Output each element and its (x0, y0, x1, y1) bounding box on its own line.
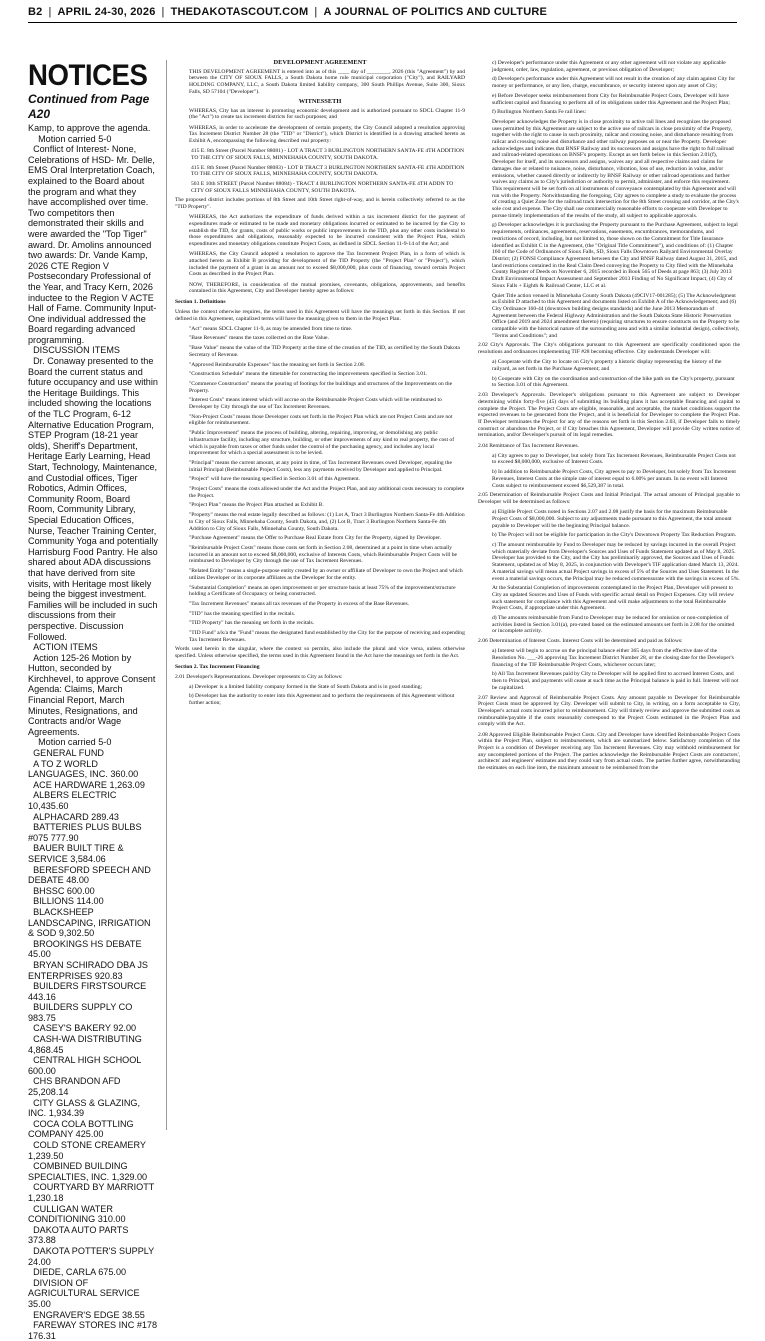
separator: | (314, 6, 318, 18)
section-2-05-c: c) The amount reimbursable by Fund to Developer may be reduced by savings incurred in the overall Project which materially deviate from Developer's Sources and Uses of Funds Statement updated as of May 8, 2025. Developer has provided to the City, and the City has preliminarily approved, the Sources and Uses of Funds Statement, updated as of May 8, 2025, in conjunction with Developer's TIF application dated March 13, 2024. A material savings will mean actual Project savings in excess of 5% of the Sources and Uses Statement. In the event a material savings occurs, the Principal may be reduced commensurate with the savings in excess of 5%. (492, 542, 740, 582)
section-2-02-a: a) Cooperate with the City to locate on City's property a historic display representing the history of the railyard, as set forth in the Purchase Agreement; and (492, 359, 722, 373)
section-2-01: 2.01 Developer's Representations. Developer represents to City as follows: (175, 673, 343, 680)
section-2-01-b: b) Developer has the authority to enter into this Agreement and to perform the requirements of this Agreement without further action; (189, 693, 455, 707)
notice-line: DIEDE, CARLA 675.00 (28, 1267, 127, 1278)
notice-line: CITY GLASS & GLAZING, INC. 1,934.39 (28, 1097, 143, 1119)
definition-item: "Project Plan" means the Project Plan attached as Exhibit B. (189, 502, 324, 509)
definitions-list (175, 326, 465, 644)
continued-line: Continued from Page A20 (28, 92, 150, 121)
whereas-4: WHEREAS, the City Council adopted a resolution to approve the Tax Increment Project Plan, in a form of which is attached hereto as Exhibit B providing for development of the TID Property (the "Project Plan" or "Project"), which included the payment of a grant in an amount not to exceed $8,000,000, plus costs of financing, toward certain Project Costs as described in the Project Plan. (189, 251, 465, 278)
notice-line: BERESFORD SPEECH AND DEBATE 48.00 (28, 864, 154, 886)
section-2-03: 2.03 Developer's Approvals. Developer's obligations pursuant to this Agreement are subject to Developer determining within forty-five (45) days of submitting its building plans it has acceptable financing and capital to complete the Project. The Project Costs are eligible, reasonable, and acceptable, the market conditions support the expected revenues to be generated from the Project, and it is beneficial for Developer to complete the Project Plan. If Developer terminates the Project for any of the reasons set forth in this Section 2.03, if Developer fails to timely construct or abandons the Project, or if City breaches this Agreement, Developer will provide City written notice of termination, and/or Developer's pursuit of its legal remedies. (478, 392, 740, 439)
definition-item: "Reimbursable Project Costs" means those costs set forth in Section 2.08, determined at a point in time when actually incurred in an amount not to exceed $8,000,000, exclusive of Interests Costs, which Reimbursable Project Costs will be reimbursed to Developer by City through the use of Tax Increment Revenues. (189, 544, 457, 565)
definition-item: "Related Entity" means a single-purpose entity created by an owner or affiliate of Developer to own the Project and which utilizes Developer or its corporate affiliates as the Developer for the entity. (189, 568, 463, 581)
notice-line: ALBERS ELECTRIC 10,435.60 (28, 790, 119, 811)
notice-line: CASH-WA DISTRIBUTING 4,868.45 (28, 1034, 145, 1055)
notice-line: DAKOTA AUTO PARTS 373.88 (28, 1224, 131, 1246)
notice-line: FAREWAY STORES INC #178 176.31 (28, 1320, 160, 1341)
notice-line: Action 125-26 Motion by Hutton, seconded by KirchheveI, to approve Consent Agenda: Claims, March Financial Report, March Minutes, Resignations, and Contracts and/or Wage Agreements. (28, 652, 158, 737)
definition-item: "Base Value" means the value of the TID Property at the time of the creation of the TID, as certified by the South Dakota Secretary of Revenue. (189, 345, 460, 358)
definition-item: "TID" has the meaning specified in the recitals. (189, 610, 296, 617)
notice-line: COMBINED BUILDING SPECIALTIES, INC. 1,329.00 (28, 1161, 148, 1182)
notice-line: BATTERIES PLUS BULBS #075 777.90 (28, 822, 145, 843)
notice-line: DIVISION OF AGRICULTURAL SERVICE 35.00 (28, 1277, 143, 1309)
notice-line: Kamp, to approve the agenda. (28, 123, 151, 133)
notice-line: ACTION ITEMS (28, 642, 98, 653)
parcel-3: 503 E 10th STREET (Parcel Number 88084) - TRACT 4 BURLINGTON NORTHERN SANTA-FE 4TH ADDN TO CITY OF SIOUX FALLS MINNEHAHA COUNTY, SOUTH DAKOTA. (191, 181, 454, 194)
notice-line: CHS BRANDON AFD 25,208.14 (28, 1076, 124, 1098)
notice-line: BUILDERS SUPPLY CO 983.75 (28, 1002, 135, 1023)
definition-item: "Principal" means the current amount, at any point in time, of Tax Increment Revenues owed Developer, equaling the initial Principal (Reimbursable Project Costs), less any payments received by Developer and applied to Principal. (189, 459, 452, 473)
clause-d: d) Developer's performance under this Agreement will not result in the creation of any claim against City for money or performance, or any lien, charge, encumbrance, or security interest upon any asset of City; (492, 76, 736, 90)
agreement-column-2 (478, 60, 740, 775)
notice-line: CENTRAL HIGH SCHOOL 600.00 (28, 1055, 144, 1076)
section-2-heading: Section 2. Tax Increment Financing (175, 663, 260, 670)
notice-line: ALPHACARD 289.43 (28, 811, 119, 822)
section-2-05: 2.05 Determination of Reimbursable Project Costs and Initial Principal. The actual amount of Principal payable to Developer will be determined as follows: (478, 492, 740, 505)
clause-g: g) Developer acknowledges it is purchasing the Property pursuant to the Purchase Agreement, subject to legal requirements, ordinances, agreements, reservations, easements, encumbrances, memorandums, and restrictions of record, including, but not limited to, those shown on the Commitment for Title Insurance identified as Exhibit C in the Agreement, (the "Original Title Commitment"), and conditions of: (1) Chapter 160 of the Code of Ordinances of Sioux Falls, SD, Sioux Falls Downtown Railyard Environmental Overlay District; (2) FONSI Compliance Agreement between the City and BNSF Railway dated August 31, 2015, and land restrictions contained in the Real Claim Deed conveying the Property to City filed with the Minnehaha County Register of Deeds on November 6, 2015 recorded in Book 565 of Deeds at page 863; (3) July 2013 Draft Environmental Impact Assessment and September 2013 Finding of No Significant Impact, (4) City of Sioux Falls + Eighth & Railroad Center, LLC et al. (492, 222, 738, 289)
agreement-title: DEVELOPMENT AGREEMENT (273, 59, 367, 66)
whereas-1: WHEREAS, City has an interest in promoting economic development and is authorized pursuant to SDCL Chapter 11-9 (the "Act") to create tax increment districts for such purposes; and (189, 107, 465, 121)
definition-item: "Commence Construction" means the pouring of footings for the buildings and structures of the Improvements on the Property. (189, 380, 453, 394)
notice-line: Motion carried 5-0 (28, 737, 112, 748)
issue-date: APRIL 24-30, 2026 (57, 6, 156, 18)
definition-item: "Approved Reimbursable Expenses" has the meaning set forth in Section 2.08. (189, 361, 366, 368)
agreement-intro: THIS DEVELOPMENT AGREEMENT is entered into as of this ____ day of ________, 2026 (this "Agreement") by and between the CITY OF SIOUX FALLS, a South Dakota home rule municipal corporation ("City"), and RAILYARD HOLDING COMPANY, LLC, a South Dakota limited liability company, 300 South Phillips Avenue, Suite 300, Sioux Falls, SD 57104 ("Developer"). (189, 68, 465, 95)
notice-line: BROOKINGS HS DEBATE 45.00 (28, 938, 145, 960)
definition-item: "Construction Schedule" means the timetable for constructing the improvements specified in Section 3.01. (189, 371, 428, 378)
definition-item: "Project" will have the meaning specified in Section 3.01 of this Agreement. (189, 476, 360, 483)
section-2-05-a: a) Eligible Project Costs noted in Sections 2.07 and 2.08 justify the basis for the maximum Reimbursable Project Costs of $8,000,000. Subject to any adjustments made pursuant to this Agreement, the total amount payable to Developer will be the beginning Principal balance. (492, 509, 732, 529)
notice-line: BUILDERS FIRSTSOURCE 443.16 (28, 981, 149, 1002)
page-number: B2 (28, 6, 43, 18)
section-2-07: 2.07 Review and Approval of Reimbursable Project Costs. Any amount payable to Developer for Reimbursable Project Costs must be approved by City. Developer will submit to City, in writing, on a form acceptable to City, Developer's actual costs incurred prior to reimbursement. City will timely review and approve the submitted costs as reimbursable/payable if the costs reasonably correspond to the Project Costs estimated in the Project Plan and comply with the Act. (478, 694, 740, 728)
section-2-06: 2.06 Determination of Interest Costs. Interest Costs will be determined and paid as follows: (478, 638, 683, 645)
definition-item: "Interest Costs" means interest which will accrue on the Reimbursable Project Costs which will be reimbursed to Developer by City through the use of Tax Increment Revenues. (189, 397, 442, 411)
definition-item: "Tax Increment Revenues" means all tax revenues of the Property in excess of the Base Revenues. (189, 600, 410, 607)
definition-item: "Property" means the real estate legally described as follows: (1) Lot A, Tract 3 Burlington Northern Santa-Fe 4th Addition to City of Sioux Falls, Minnehaha County, South Dakota, and, (2) Lot B, Tract 3 Burlington Northern Santa-Fe 4th Addition to City of Sioux Falls, Minnehaha County, South Dakota. (189, 512, 465, 532)
notice-line: BLACKSHEEP LANDSCAPING, IRRIGATION & SOD 9,302.50 (28, 906, 154, 939)
section-2-05-b: b) The Project will not be eligible for participation in the City's Downtown Property Tax Reduction Program. (492, 532, 737, 539)
section-2-04-a: a) City agrees to pay to Developer, but solely from Tax Increment Revenues, Reimbursable Project Costs not to exceed $8,000,000, exclusive of Interest Costs. (492, 452, 736, 466)
parcel-1: 415 E. 8th Street (Parcel Number 88081) - LOT A TRACT 3 BURLINGTON NORTHERN SANTA-FE 4TH ADDITION TO THE CITY OF SIOUX FALLS, MINNEHAHA COUNTY, SOUTH DAKOTA. (191, 148, 465, 161)
definition-item: "TID Property" has the meaning set forth in the recitals. (189, 620, 315, 627)
definition-item: "Act" means SDCL Chapter 11-9, as may be amended from time to time. (189, 325, 353, 332)
definition-item: "Purchase Agreement" means the Offer to Purchase Real Estate from City for the Property, signed by Developer. (189, 535, 442, 542)
clause-c: c) Developer's performance under this Agreement or any other agreement will not violate any applicable judgment, order, law, regulation, agreement, or previous obligation of Developer; (492, 60, 726, 73)
notice-line: A TO Z WORLD LANGUAGES, INC. 360.00 (28, 758, 139, 780)
clause-g-cont: Quiet Title action venued in Minnehaha County South Dakota (49CIV17-001285); (5) The Acknowledgment as Exhibit D attached to this Agreement and documents listed on Exhibit A of the Acknowledgement; and (6) City Ordinance 160-44 (downtown building designs standards) and the June 2013 Memorandum of Agreement between the Federal Highway Administration and the South Dakota State Historic Preservation Office (and 2019 and 2024 amendment thereto) (requiring structures to ensure constructs on the Property to be compatible with the historical nature of the surrounding area and with a similar industrial design), collectively, "Terms and Conditions"; and (492, 292, 740, 339)
notices-column (28, 59, 161, 1341)
notice-line: COLD STONE CREAMERY 1,239.50 (28, 1140, 149, 1161)
tagline: A JOURNAL OF POLITICS AND CULTURE (323, 6, 548, 18)
notice-line: Dr. Conaway presented to the Board the current status and future occupancy and use within the Heritage Buildings. This included showing the locations of the TLC Program, 6-12 Alternative Education Program, STEP Program (18-21 year olds), Sheriff's Department, Heritage Early Learning, Head Start, Technology, Maintenance, and Custodial offices, Tiger Robotics, Admin Offices, Community Room, Board Room, Community Library, Special Education Offices, Nurse, Teacher Training Center, Community Yoga and potentially Harrisburg Food Pantry. He also shared about ADA discussions that have derived from site visits, with Heritage most likely being the biggest investment. Families will be included in such discussions from their perspective. Discussion Followed. (28, 356, 161, 642)
agreement-column-1 (175, 60, 465, 710)
notice-line: BAUER BUILT TIRE & SERVICE 3,584.06 (28, 843, 127, 864)
notice-line: BRYAN SCHIRADO DBA JS ENTERPRISES 920.83 (28, 959, 151, 981)
section-2-02-b: b) Cooperate with City on the coordination and construction of the bike path on the City's property, pursuant to Section 3.01 of this Agreement. (492, 375, 735, 389)
definition-item: "TID Fund" a/k/a the "Fund" means the designated fund established by the City for the purpose of receiving and expending Tax Increment Revenues. (189, 630, 465, 643)
notice-line: Conflict of Interest- None, Celebrations of HSD- Mr. Delle, EMS Oral Interpretation Coach, explained to the Board about the program and what they have accomplished over time. Two competitors then demonstrated their skills and were awarded the "Top Tiger" award. Dr. Amolins announced two awards: Dr. Vande Kamp, 2026 CTE Region V Postsecondary Professional of the Year, and Tracy Kern, 2026 inductee to the Region V ACTE Hall of Fame. Community Input- One individual addressed the Board regarding advanced programming. (28, 144, 159, 345)
notice-line: ACE HARDWARE 1,263.09 (28, 779, 145, 790)
clause-f-body: Developer acknowledges the Property is in close proximity to active rail lines and recognizes the proposed uses permitted by this Agreement are subject to the active use of railcars in close proximity of the Property, together with the right to cause in such proximity, railcar and crossing noise, and disturbance resulting from railcar and crossing noise and disturbance and other railway purposes on or near the Property. Developer acknowledges and indicates that BNSF Railway and its successors and assigns have the right to full railroad and railroad-related operations on BNSF's property. Except as set forth below in this Section 2.01(f), Developer for itself, and its successors and assigns, waives any and all respective claims and claims for damages due or related to nuisance, noise, disturbance, vibration, loss of use, reduction in value, and/or emissions, whether caused directly or indirectly by BNSF Railway or other railroad operations and further waives any claims as to City's jurisdiction or authority to permit, administer, and enforce this requirement. This requirement will be set forth on all instruments of conveyance contemplated by this Agreement and will run with the Property. Notwithstanding the foregoing, City agrees to complete a study to evaluate the process of creating a Quiet Zone for the railroad track intersection for the 8th Street crossing and corridor, at the City's sole cost and expense. The City shall use commercially reasonable efforts to cooperate with Developer to pursue timely implementation of the results of the study, all subject to applicable approvals. (492, 118, 739, 219)
notice-line: CULLIGAN WATER CONDITIONING 310.00 (28, 1203, 126, 1225)
section-2-05-c-cont: At the Substantial Completion of improvements contemplated in the Project Plan, Developer will present to City an updated Sources and Uses of Funds with specific actual detail on Project Expenses. City will review such statement for compliance with this Agreement and will make adjustments to the total Reimbursable Project Costs, if appropriate under this Agreement. (492, 585, 735, 612)
section-2-04: 2.04 Remittance of Tax Increment Revenues. (478, 442, 579, 449)
masthead (28, 2, 737, 23)
definition-item: "Public Improvement" means the process of building, altering, repairing, improving, or demolishing any public infrastructure facility, including any structure, building, or other improvements of any kind to real property, the cost of which is payable from taxes or other funds under the control of the purchasing agency, and includes any local improvement for which a special assessment is to be levied. (189, 430, 455, 457)
words-clause: Words used herein in the singular, where the context so permits, also include the plural and vice versa, unless otherwise specified. Unless otherwise specified, the terms used in this Agreement found in the Act have the meanings set forth in the Act. (175, 646, 465, 660)
definition-item: "Base Revenues" means the taxes collected on the Base Value. (189, 335, 329, 342)
section-2-05-d: d) The amounts reimbursable from Fund to Developer may be reduced for omission or non-completion of activities listed in Section 3.01(a), pro-rated based on the estimated amounts set forth in 2.08 for the omitted or incomplete activity. (492, 615, 735, 635)
notice-line: CASEY'S BAKERY 92.00 (28, 1023, 137, 1034)
definition-item: "Non-Project Costs" means those Developer costs set forth in the Project Plan which are not Project Costs and are not eligible for reimbursement. (189, 413, 453, 427)
whereas-3: WHEREAS, the Act authorizes the expenditure of funds derived within a tax increment district for the payment of expenditures made or estimated to be made and monetary obligations incurred or estimated to be incurred by the City to establish the TID, for grants, costs of public works or public improvements in the TID, plus any other costs incidental to those expenditures and obligations, reasonably expected to be incurred consistent with the Project Plan, which expenditures and monetary obligations constitute Project Costs, as defined in SDCL Section 11-9-14 of the Act; and (189, 214, 465, 248)
section-2-06-b: b) All Tax Increment Revenues paid by City to Developer will be applied first to accrued Interest Costs, and then to Principal, and payments will cease at such time as the Principal balance is paid in full. Interest will not be capitalized. (492, 671, 739, 691)
definition-item: "Project Costs" means the costs allowed under the Act and the Project Plan, and any additional costs necessary to complete the Project. (189, 486, 465, 499)
clause-f: f) Burlington Northern Santa Fe rail lines: (492, 109, 587, 116)
section-1-heading: Section 1. Definitions (175, 299, 226, 306)
now-therefore: NOW, THEREFORE, in consideration of the mutual promises, covenants, obligations, approvements, and benefits contained in this Agreement, City and Developer hereby agree as follows: (189, 281, 465, 295)
section-2-08: 2.08 Approved Eligible Reimbursable Project Costs. City and Developer have identified Reimbursable Project Costs within the Project Plan, subject to reimbursement, which are summarized below. Satisfactory completion of the Project is a condition of Developer receiving any Tax Increment Revenues. City may withhold reimbursement for any uncompleted portions of the Project. The parties acknowledge the Reimbursable Project Costs are contractors', architects' and engineers' estimates and they could vary from actual costs. The parties further agree, notwithstanding the estimates on each line item, the maximum amount to be reimbursed from the (478, 731, 740, 772)
site-name: THEDAKOTASCOUT.COM (170, 6, 309, 18)
section-2-06-a: a) Interest will begin to accrue on the principal balance either 365 days from the effective date of the Resolution No. ___-26 approving Tax Increment District Number 28, or the closing date for the Developer's financing of the TIF Reimbursable Project Costs, whichever occurs later; (492, 648, 734, 668)
notice-line: COURTYARD BY MARRIOTT 1,230.18 (28, 1182, 157, 1203)
column-divider (166, 60, 167, 1130)
witnesseth: WITNESSETH (298, 98, 342, 106)
clause-e: e) Before Developer seeks reimbursement from City for Reimbursable Project Costs, Developer will have sufficient capital and financing to perform all of its obligations under this Agreement and the Project Plan; (492, 92, 730, 106)
section-1-intro: Unless the context otherwise requires, the terms used in this Agreement will have the meanings set forth in this Section. If not defined in this Agreement, capitalized terms will have the meaning given to them in the Project Plan. (175, 308, 465, 322)
definition-item: "Substantial Completion" means an open improvement or per structure basis at least 75% of the improvement/structure holding a Certificate of Occupancy or being constructed. (189, 584, 456, 598)
notice-line: DAKOTA POTTER'S SUPPLY 24.00 (28, 1245, 157, 1267)
section-2-04-b: b) In addition to Reimbursable Project Costs, City agrees to pay to Developer, but solely from Tax Increment Revenues, Interest Costs at the simple rate of interest equal to 6.00% per annum. In no event will Interest Costs subject to reimbursement exceed $6,529,387 in total. (492, 469, 736, 489)
separator: | (161, 6, 165, 18)
notice-line: BHSSC 600.00 (28, 885, 95, 896)
section-2-01-a: a) Developer is a limited liability company formed in the State of South Dakota and is in good standing; (189, 683, 423, 690)
whereas-2: WHEREAS, in order to accelerate the development of certain property, the City Council adopted a resolution approving Tax Increment District Number 28 (the "TID" or "District"), which District is identified in a drawing attached hereto as Exhibit A, encompassing the following described real property: (189, 124, 465, 145)
section-title: NOTICES (28, 59, 148, 92)
notice-line: Motion carried 5-0 (28, 133, 112, 144)
notices-body (28, 123, 161, 1341)
section-2-02: 2.02 City's Approvals. The City's obligations pursuant to this Agreement are specifically conditioned upon the resolutions and ordinances implementing TIF #28 becoming effective. City understands Developer will: (478, 342, 740, 356)
notice-line: GENERAL FUND (28, 748, 104, 759)
notice-line: BILLIONS 114.00 (28, 896, 104, 907)
proposed-district: The proposed district includes portions of 8th Street and 10th Street right-of-way, and is herein collectively referred to as the "TID Property". (175, 197, 465, 211)
notice-line: ENGRAVER'S EDGE 38.55 (28, 1309, 145, 1320)
separator: | (48, 6, 52, 18)
notice-line: COCA COLA BOTTLING COMPANY 425.00 (28, 1118, 137, 1140)
parcel-2: 415 E. 8th Street (Parcel Number 88083) - LOT B TRACT 3 BURLINGTON NORTHERN SANTA-FE 4TH ADDITION TO THE CITY OF SIOUX FALLS, MINNEHAHA COUNTY, SOUTH DAKOTA. (191, 164, 465, 178)
notice-line: DISCUSSION ITEMS (28, 345, 120, 356)
